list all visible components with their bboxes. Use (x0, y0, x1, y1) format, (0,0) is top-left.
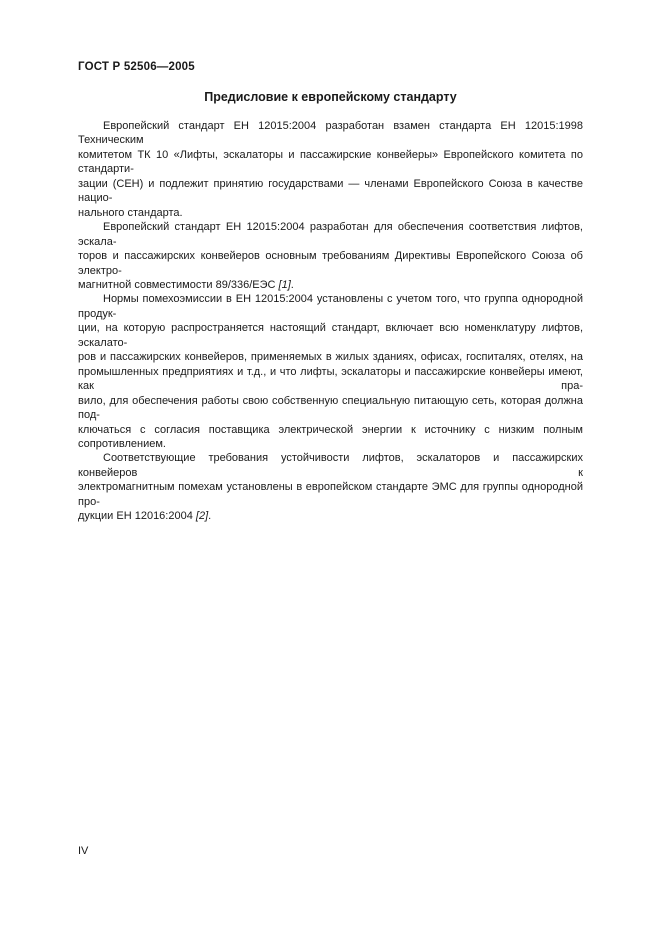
document-body (78, 119, 583, 524)
text-line-p4-l1: Соответствующие требования устойчивости лифтов, эскалаторов и пассажирских конвейеров к (78, 452, 583, 479)
text-line-p2-l2: торов и пассажирских конвейеров основным требованиям Директивы Европейского Союза об электро- (78, 250, 583, 277)
text-line-p4-l2: электромагнитным помехам установлены в европейском стандарте ЭМС для группы однородной про- (78, 481, 583, 508)
text-line-p1-l3: зации (СЕН) и подлежит принятию государствами — членами Европейского Союза в качестве нацио- (78, 177, 583, 205)
page-number: IV (78, 845, 89, 857)
text-line-p3-l4: промышленных предприятиях и т.д., и что лифты, эскалаторы и пассажирские конвейеры имеют, как пра- (78, 365, 583, 393)
page-title: Предисловие к европейскому стандарту (204, 90, 457, 104)
text-line-p2-l3: магнитной совместимости 89/336/ЕЭС [1]. (78, 278, 294, 291)
text-line-p3-l3: ров и пассажирских конвейеров, применяемых в жилых зданиях, офисах, госпиталях, отелях, на (78, 351, 583, 364)
text-line-p3-l2: ции, на которую распространяется настоящий стандарт, включает всю номенклатуру лифтов, эскалато- (78, 322, 583, 349)
text-line-p2-l1: Европейский стандарт ЕН 12015:2004 разработан для обеспечения соответствия лифтов, эскала- (78, 221, 583, 248)
text-line-p3-l1: Нормы помехоэмиссии в ЕН 12015:2004 установлены с учетом того, что группа однородной продук- (78, 293, 583, 320)
document-designation: ГОСТ Р 52506—2005 (78, 61, 195, 73)
text-line-p1-l4: нального стандарта. (78, 206, 183, 219)
text-line-p1-l2: комитетом ТК 10 «Лифты, эскалаторы и пассажирские конвейеры» Европейского комитета по стандарти- (78, 148, 583, 176)
text-line-p3-l6: ключаться с согласия поставщика электрической энергии к источнику с низким полным сопротивлением. (78, 423, 583, 450)
text-line-p3-l5: вило, для обеспечения работы свою собственную специальную питающую сеть, которая должна под- (78, 394, 583, 422)
text-line-p4-l3: дукции ЕН 12016:2004 [2]. (78, 510, 212, 523)
text-line-p1-l1: Европейский стандарт ЕН 12015:2004 разработан взамен стандарта ЕН 12015:1998 Техническим (78, 120, 583, 147)
